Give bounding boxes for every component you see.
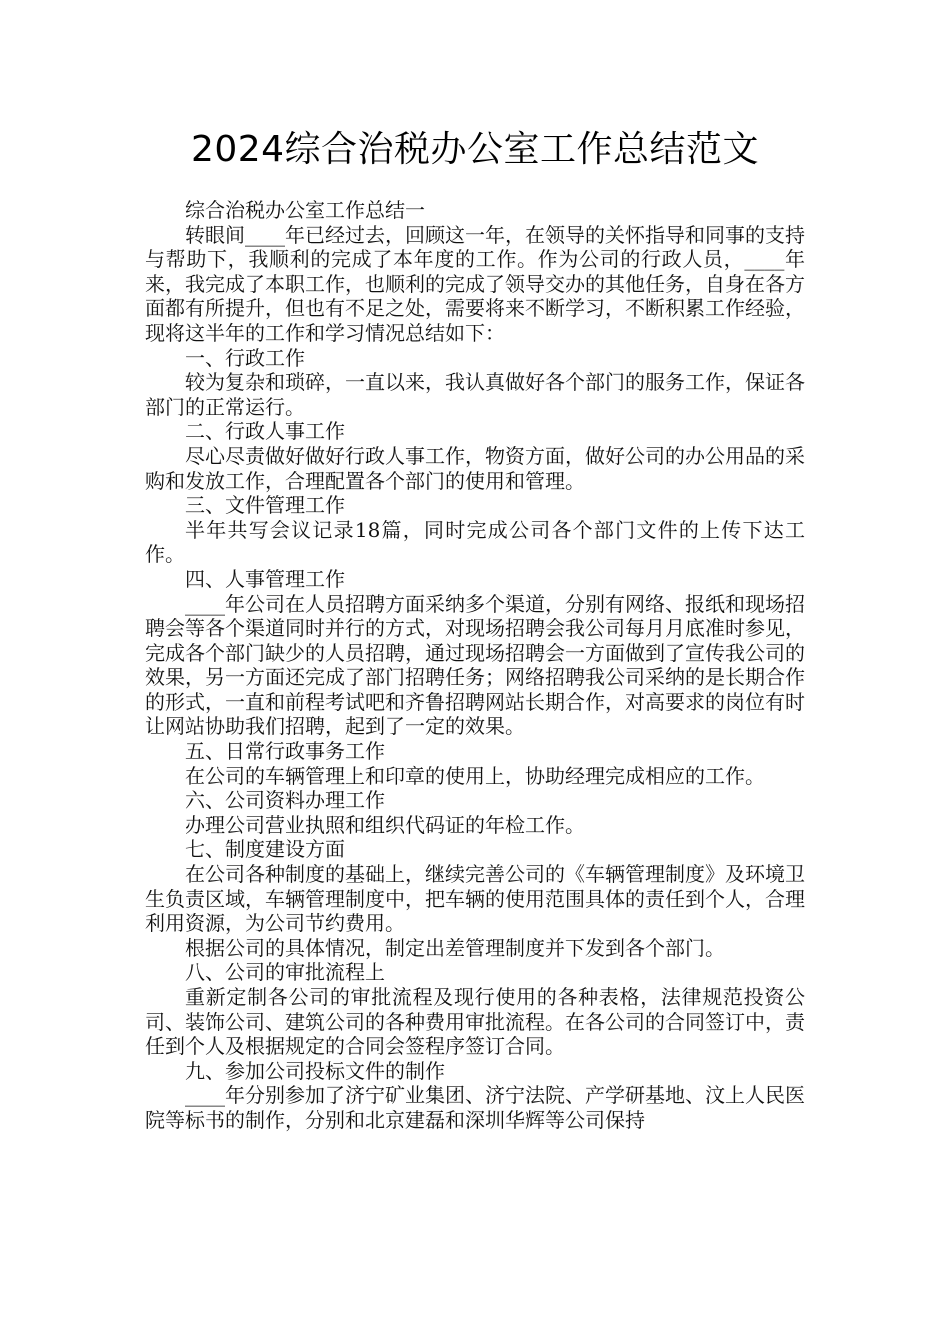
section-heading: 综合治税办公室工作总结一 (185, 198, 425, 222)
section-heading: 一、行政工作 (185, 345, 305, 370)
section-heading: 七、制度建设方面 (185, 837, 345, 862)
section-heading: 二、行政人事工作 (185, 419, 345, 444)
section-heading: 六、公司资料办理工作 (185, 788, 385, 813)
paragraph: 在公司各种制度的基础上，继续完善公司的《车辆管理制度》及环境卫生负责区域，车辆管理制度中，把车辆的使用范围具体的责任到个人，合理利用资源，为公司节约费用。 (145, 862, 805, 936)
paragraph-intro: 转眼间____年已经过去，回顾这一年，在领导的关怀指导和同事的支持与帮助下，我顺利的完成了本年度的工作。作为公司的行政人员，____年来，我完成了本职工作，也顺利的完成了领导交办的其他任务，自身在各方面都有所提升，但也有不足之处，需要将来不断学习，不断积累工作经验，现将这半年的工作和学习情况总结如下： (145, 222, 805, 345)
paragraph: ____年分别参加了济宁矿业集团、济宁法院、产学研基地、汶上人民医院等标书的制作，分别和北京建磊和深圳华辉等公司保持 (145, 1083, 805, 1132)
paragraph: 办理公司营业执照和组织代码证的年检工作。 (185, 812, 585, 837)
section-heading: 五、日常行政事务工作 (185, 739, 385, 764)
paragraph: 重新定制各公司的审批流程及现行使用的各种表格，法律规范投资公司、装饰公司、建筑公司的各种费用审批流程。在各公司的合同签订中，责任到个人及根据规定的合同会签程序签订合同。 (145, 985, 805, 1059)
paragraph: 尽心尽责做好做好行政人事工作，物资方面，做好公司的办公用品的采购和发放工作，合理配置各个部门的使用和管理。 (145, 443, 805, 493)
paragraph: 根据公司的具体情况，制定出差管理制度并下发到各个部门。 (185, 935, 725, 960)
section-heading: 九、参加公司投标文件的制作 (185, 1058, 445, 1083)
section-heading: 三、文件管理工作 (185, 493, 345, 518)
section-heading: 八、公司的审批流程上 (185, 960, 385, 985)
paragraph: ____年公司在人员招聘方面采纳多个渠道，分别有网络、报纸和现场招聘会等各个渠道同时并行的方式，对现场招聘会我公司每月月底准时参见，完成各个部门缺少的人员招聘，通过现场招聘会一方面做到了宣传我公司的效果，另一方面还完成了部门招聘任务；网络招聘我公司采纳的是长期合作的形式，一直和前程考试吧和齐鲁招聘网站长期合作，对高要求的岗位有时让网站协助我们招聘，起到了一定的效果。 (145, 591, 805, 739)
document-body (145, 198, 805, 1133)
paragraph: 半年共写会议记录18篇，同时完成公司各个部门文件的上传下达工作。 (145, 517, 805, 567)
section-heading: 四、人事管理工作 (185, 566, 345, 591)
paragraph: 在公司的车辆管理上和印章的使用上，协助经理完成相应的工作。 (185, 763, 765, 788)
document-title: 2024综合治税办公室工作总结范文 (190, 129, 760, 170)
paragraph: 较为复杂和琐碎，一直以来，我认真做好各个部门的服务工作，保证各部门的正常运行。 (145, 370, 805, 419)
